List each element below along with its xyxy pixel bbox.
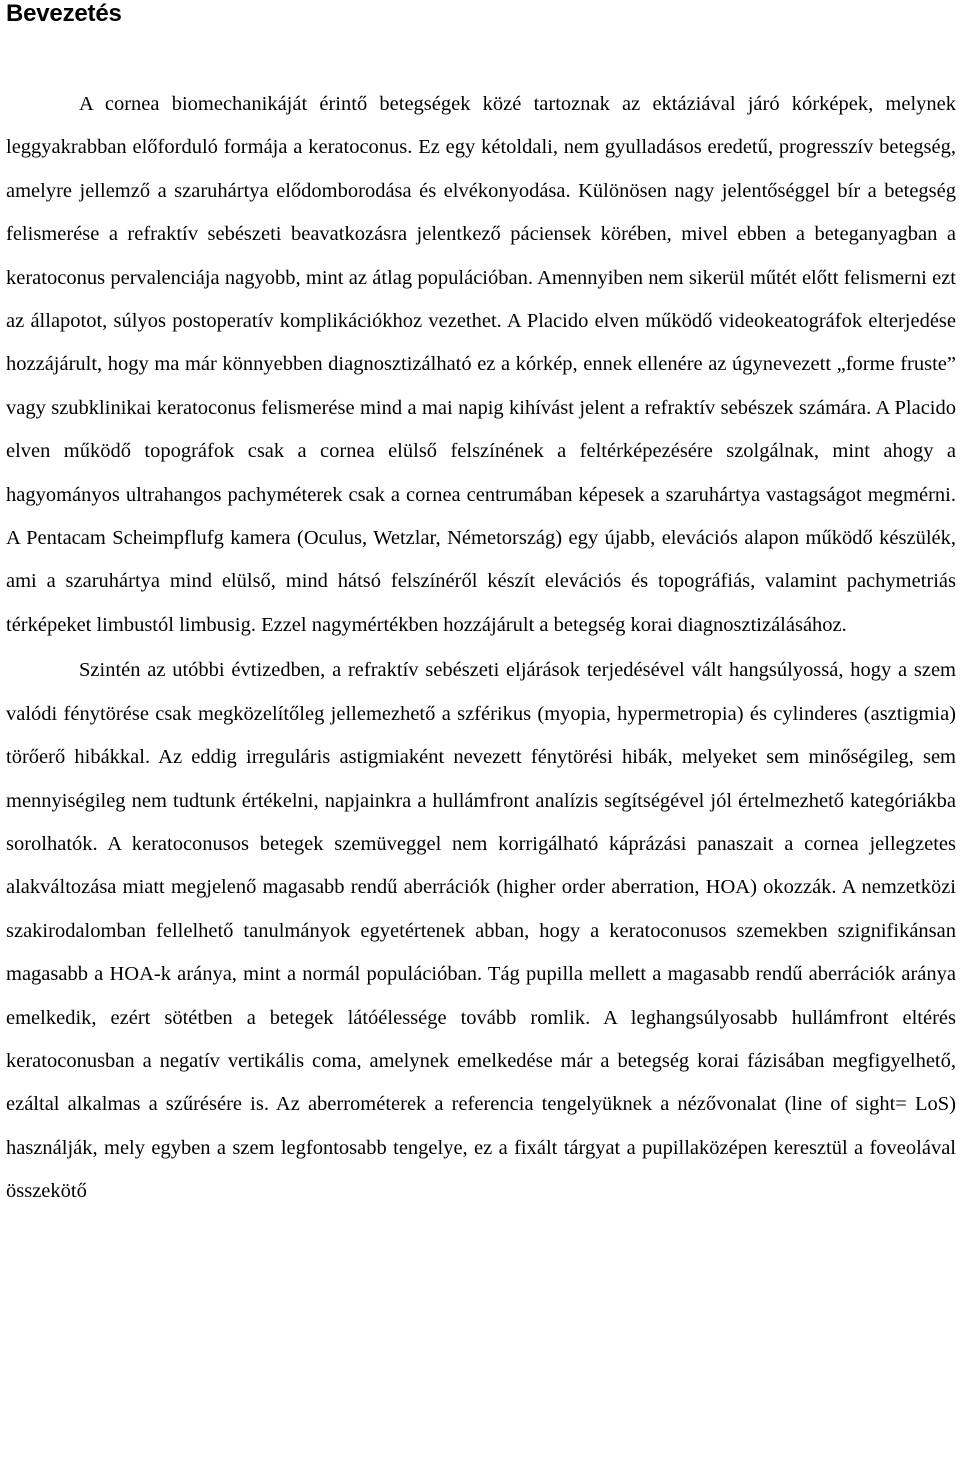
document-page <box>6 0 956 1214</box>
paragraph-wavefront-aberrations: Szintén az utóbbi évtizedben, a refraktív sebészeti eljárások terjedésével vált hangsúlyossá, hogy a szem valódi fénytörése csak megközelítőleg jellemezhető a szférikus (myopia, hypermetropia) és cylinderes (asztigmia) törőerő hibákkal. Az eddig irreguláris astigmiaként nevezett fénytörési hibák, melyeket sem minőségileg, sem mennyiségileg nem tudtunk értékelni, napjainkra a hullámfront analízis segítségével jól értelmezhető kategóriákba sorolhatók. A keratoconusos betegek szemüveggel nem korrigálható káprázási panaszait a cornea jellegzetes alakváltozása miatt megjelenő magasabb rendű aberrációk (higher order aberration, HOA) okozzák. A nemzetközi szakirodalomban fellelhető tanulmányok egyetértenek abban, hogy a keratoconusos szemekben szignifikánsan magasabb a HOA-k aránya, mint a normál populációban. Tág pupilla mellett a magasabb rendű aberrációk aránya emelkedik, ezért sötétben a betegek látóélessége tovább romlik. A leghangsúlyosabb hullámfront eltérés keratoconusban a negatív vertikális coma, amelynek emelkedése már a betegség korai fázisában megfigyelhető, ezáltal alkalmas a szűrésére is. Az aberrométerek a referencia tengelyüknek a nézővonalat (line of sight= LoS) használják, mely egyben a szem legfontosabb tengelye, ez a fixált tárgyat a pupillaközépen keresztül a foveolával összekötő <box>6 659 956 1203</box>
paragraph-keratoconus-intro: A cornea biomechanikáját érintő betegségek közé tartoznak az ektáziával járó kórképek, melynek leggyakrabban előforduló formája a keratoconus. Ez egy kétoldali, nem gyulladásos eredetű, progresszív betegség, amelyre jellemző a szaruhártya elődomborodása és elvékonyodása. Különösen nagy jelentőséggel bír a betegség felismerése a refraktív sebészeti beavatkozásra jelentkező páciensek körében, mivel ebben a beteganyagban a keratoconus pervalenciája nagyobb, mint az átlag populációban. Amennyiben nem sikerül műtét előtt felismerni ezt az állapotot, súlyos postoperatív komplikációkhoz vezethet. A Placido elven működő videokeatográfok elterjedése hozzájárult, hogy ma már könnyebben diagnosztizálható ez a kórkép, ennek ellenére az úgynevezett „forme fruste” vagy szubklinikai keratoconus felismerése mind a mai napig kihívást jelent a refraktív sebészek számára. A Placido elven működő topográfok csak a cornea elülső felszínének a feltérképezésére szolgálnak, mint ahogy a hagyományos ultrahangos pachyméterek csak a cornea centrumában képesek a szaruhártya vastagságot megmérni. A Pentacam Scheimpflufg kamera (Oculus, Wetzlar, Németország) egy újabb, elevációs alapon működő készülék, ami a szaruhártya mind elülső, mind hátsó felszínéről készít elevációs és topográfiás, valamint pachymetriás térképeket limbustól limbusig. Ezzel nagymértékben hozzájárult a betegség korai diagnosztizálásához. <box>6 93 956 636</box>
section-heading: Bevezetés <box>6 0 122 27</box>
